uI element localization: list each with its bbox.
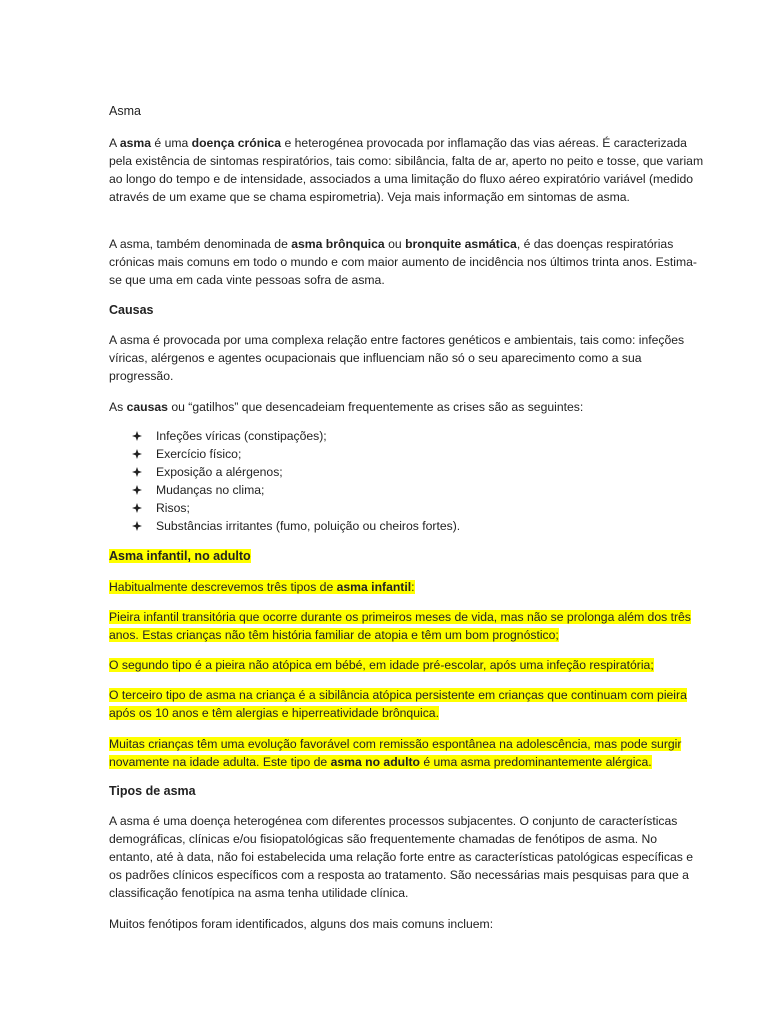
list-item [132,517,692,535]
bold-term: causas [126,400,168,414]
text-run: é uma asma predominantemente alérgica. [419,755,652,769]
highlighted-text [109,737,681,769]
bold-term: asma brônquica [291,237,385,251]
infantil-paragraph-1 [109,578,704,596]
list-item [132,445,692,463]
list-item [132,481,692,499]
diamond-bullet-icon [132,503,142,513]
text-run: é uma [151,136,192,150]
list-item [132,463,692,481]
highlighted-text [109,580,415,594]
tipos-paragraph-2: Muitos fenótipos foram identificados, alguns dos mais comuns incluem: [109,917,494,931]
list-item-label: Exercício físico; [156,447,242,461]
list-item-label: Exposição a alérgenos; [156,465,283,479]
section-heading-causas: Causas [109,303,154,317]
causas-paragraph-1: A asma é provocada por uma complexa relação entre factores genéticos e ambientais, tais como: infeções víricas, alérgenos e agentes ocupacionais que influenciam não só o seu aparecimento como a sua progressão. [109,333,685,383]
text-run: Habitualmente descrevemos três tipos de [109,580,337,594]
text-run: e heterogénea provocada por inflamação das vias aéreas. É caracterizada pela existência de sintomas respiratórios, tais como: sibilância, falta de ar, aperto no peito e tosse, que variam ao longo do tempo e de intensidade, associados a uma limitação do fluxo aéreo expiratório variável (medido através de um exame que se chama espirometria). Veja mais informação em sintomas de asma. [109,136,704,204]
text-run: ou “gatilhos” que desencadeiam frequentemente as crises são as seguintes: [167,400,584,414]
text-run: A asma, também denominada de [109,237,292,251]
intro-paragraph-1 [109,134,704,206]
bold-term: asma no adulto [330,755,420,769]
causas-paragraph-2 [109,398,704,416]
section-heading-asma-infantil [109,547,704,565]
diamond-bullet-icon [132,449,142,459]
diamond-bullet-icon [132,485,142,495]
bold-term: asma [119,136,152,150]
diamond-bullet-icon [132,521,142,531]
tipos-paragraph-1: A asma é uma doença heterogénea com diferentes processos subjacentes. O conjunto de características demográficas, clínicas e/ou fisiopatológicas são frequentemente chamadas de fenótipos de asma. No entanto, até à data, não foi estabelecida uma relação forte entre as características patológicas específicas e os padrões clínicos específicos com a resposta ao tratamento. São necessárias mais pesquisas para que a classificação fenotípica na asma tenha utilidade clínica. [109,814,693,900]
text-run: As [109,400,127,414]
infantil-paragraph-3 [109,656,704,674]
text-run: , é das doenças respiratórias crónicas mais comuns em todo o mundo e com maior aumento de incidência nos últimos trinta anos. Estima-se que uma em cada vinte pessoas sofra de asma. [109,237,697,287]
infantil-paragraph-2 [109,608,704,644]
list-item-label: Risos; [156,501,190,515]
highlighted-text: O segundo tipo é a pieira não atópica em bébé, em idade pré-escolar, após uma infeção respiratória; [109,658,654,672]
bold-term: asma infantil [336,580,412,594]
intro-paragraph-2 [109,235,704,289]
bold-term: bronquite asmática [405,237,517,251]
list-item [132,499,692,517]
highlighted-text: Pieira infantil transitória que ocorre durante os primeiros meses de vida, mas não se prolonga além dos três anos. Estas crianças não têm história familiar de atopia e têm um bom prognóstico; [109,610,691,642]
list-item-label: Mudanças no clima; [156,483,265,497]
diamond-bullet-icon [132,467,142,477]
highlighted-heading: Asma infantil, no adulto [109,549,251,563]
text-run: A [109,136,120,150]
text-run: ou [384,237,406,251]
text-run: : [411,580,415,594]
infantil-paragraph-4 [109,686,704,722]
diamond-bullet-icon [132,431,142,441]
highlighted-text: O terceiro tipo de asma na criança é a sibilância atópica persistente em crianças que continuam com pieira após os 10 anos e têm alergias e hiperreatividade brônquica. [109,688,687,720]
text-run: Muitas crianças têm uma evolução favorável com remissão espontânea na adolescência, mas pode surgir novamente na idade adulta. Este tipo de [109,737,682,769]
causes-list [132,427,692,535]
list-item-label: Infeções víricas (constipações); [156,429,327,443]
page-title: Asma [109,104,141,118]
section-heading-tipos: Tipos de asma [109,784,196,798]
infantil-paragraph-5 [109,735,704,771]
list-item-label: Substâncias irritantes (fumo, poluição ou cheiros fortes). [156,519,461,533]
bold-term: doença crónica [191,136,282,150]
list-item [132,427,692,445]
